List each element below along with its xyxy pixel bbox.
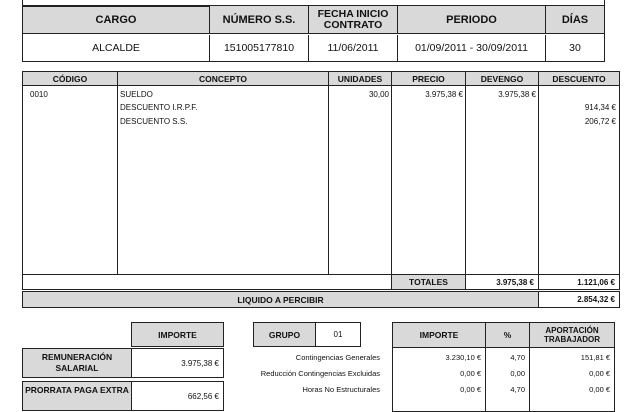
- aportacion-pct: 0,00: [510, 368, 525, 378]
- left-importe-header: IMPORTE: [131, 322, 224, 347]
- totales-label: TOTALES: [392, 275, 465, 289]
- header-fecha-inicio: FECHA INICIO CONTRATO: [308, 6, 397, 34]
- contingencia-label: Horas No Estructurales: [302, 384, 380, 394]
- cell-periodo: 01/09/2011 - 30/09/2011: [397, 35, 545, 61]
- grupo-label: GRUPO: [253, 322, 316, 347]
- row-2-descuento: 206,72 €: [584, 117, 616, 126]
- row-1-concepto: DESCUENTO I.R.P.F.: [120, 103, 198, 112]
- header-descuento: DESCUENTO: [538, 72, 619, 86]
- aportacion-header-trabajador: APORTACIÓN TRABAJADOR: [529, 323, 614, 348]
- header-concepto: CONCEPTO: [117, 72, 328, 86]
- header-cargo: CARGO: [23, 6, 209, 34]
- header-numero-ss: NÚMERO S.S.: [209, 6, 308, 34]
- cell-dias: 30: [545, 35, 604, 61]
- aportacion-header-pct: %: [485, 323, 529, 348]
- remuneracion-label: REMUNERACIÓN SALARIAL: [22, 348, 132, 378]
- col-line: [538, 86, 539, 289]
- row-0-precio: 3.975,38 €: [425, 90, 463, 99]
- header-devengo: DEVENGO: [465, 72, 538, 86]
- aportacion-importe: 3.230,10 €: [445, 352, 481, 362]
- cell-fecha-inicio: 11/06/2011: [308, 35, 397, 61]
- row-0-devengo: 3.975,38 €: [498, 90, 536, 99]
- aportacion-trabajador: 0,00 €: [589, 368, 610, 378]
- total-devengo: 3.975,38 €: [496, 277, 534, 287]
- contingencia-label: Reducción Contingencias Excluidas: [260, 368, 380, 378]
- header-unidades: UNIDADES: [328, 72, 391, 86]
- col-line: [117, 86, 118, 274]
- aportacion-importe: 0,00 €: [460, 368, 481, 378]
- remuneracion-value: 3.975,38 €: [131, 348, 224, 378]
- col-line: [328, 86, 329, 274]
- header-precio: PRECIO: [391, 72, 465, 86]
- cell-cargo: ALCALDE: [92, 42, 140, 54]
- header-codigo: CÓDIGO: [23, 72, 117, 86]
- aportacion-header-importe: IMPORTE: [393, 323, 485, 348]
- row-0-concepto: SUELDO: [120, 90, 153, 99]
- grupo-value: 01: [315, 322, 361, 347]
- header-periodo: PERIODO: [397, 6, 545, 34]
- aportacion-pct: 4,70: [510, 352, 525, 362]
- col-line: [465, 86, 466, 289]
- header-dias: DÍAS: [545, 6, 604, 34]
- liquido-label: LIQUIDO A PERCIBIR: [22, 291, 539, 308]
- row-0-codigo: 0010: [30, 90, 48, 99]
- row-0-unidades: 30,00: [368, 90, 389, 99]
- aportacion-pct: 4,70: [510, 384, 525, 394]
- aportacion-importe: 0,00 €: [460, 384, 481, 394]
- total-descuento: 1.121,06 €: [577, 277, 615, 287]
- col-line: [391, 86, 392, 289]
- row-2-concepto: DESCUENTO S.S.: [120, 117, 188, 126]
- cell-numero-ss: 151005177810: [209, 35, 308, 61]
- liquido-value: 2.854,32 €: [538, 291, 620, 308]
- prorrata-label: PRORRATA PAGA EXTRA: [22, 381, 132, 411]
- concept-table-frame: [22, 71, 620, 290]
- aportacion-trabajador: 0,00 €: [589, 384, 610, 394]
- row-1-descuento: 914,34 €: [584, 103, 616, 112]
- prorrata-value: 662,56 €: [131, 381, 224, 411]
- contingencia-label: Contingencias Generales: [295, 352, 380, 362]
- aportacion-trabajador: 151,81 €: [580, 352, 610, 362]
